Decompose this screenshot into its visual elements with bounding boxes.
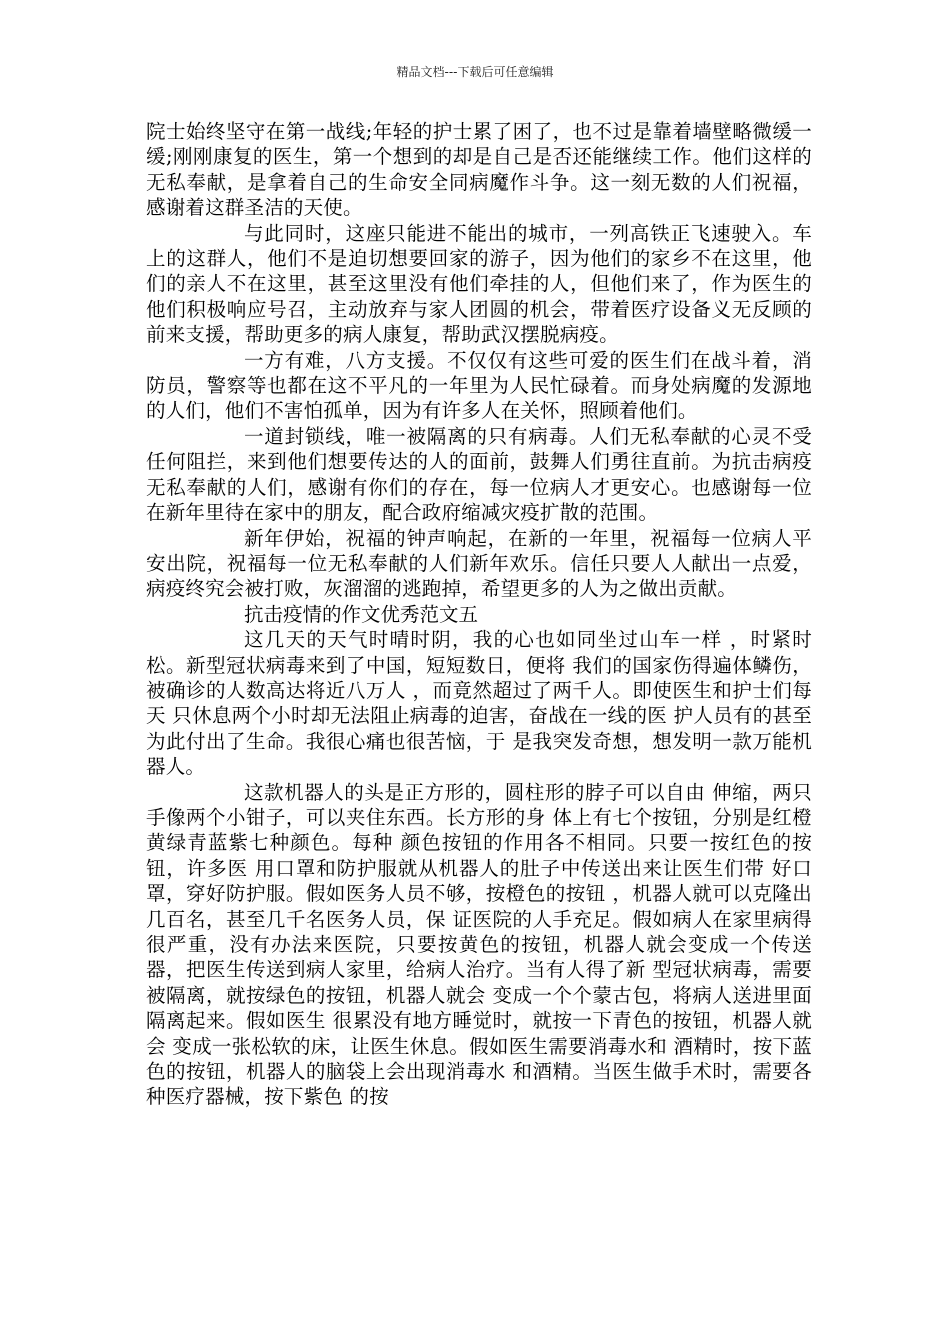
paragraph-1: 院士始终坚守在第一战线;年轻的护士累了困了，也不过是靠着墙壁略微缓一缓;刚刚康复的医生，第一个想到的却是自己是否还能继续工作。他们这样的无私奉献，是拿着自己的生命安全同病魔作斗争。这一刻无数的人们祝福，感谢着这群圣洁的天使。 [146, 120, 812, 220]
paragraph-7: 这款机器人的头是正方形的，圆柱形的脖子可以自由 伸缩，两只手像两个小钳子，可以夹住东西。长方形的身 体上有七个按钮，分别是红橙黄绿青蓝紫七种颜色。每种 颜色按钮的作用各不相同。只要一按红色的按钮，许多医 用口罩和防护服就从机器人的肚子中传送出来让医生们带 好口罩，穿好防护服。假如医务人员不够，按橙色的按钮 ，机器人就可以克隆出几百名，甚至几千名医务人员，保 证医院的人手充足。假如病人在家里病得很严重，没有办法来医院，只要按黄色的按钮，机器人就会变成一个传送 器，把医生传送到病人家里，给病人治疗。当有人得了新 型冠状病毒，需要被隔离，就按绿色的按钮，机器人就会 变成一个个蒙古包，将病人送进里面隔离起来。假如医生 很累没有地方睡觉时，就按一下青色的按钮，机器人就会 变成一张松软的床，让医生休息。假如医生需要消毒水和 酒精时，按下蓝色的按钮，机器人的脑袋上会出现消毒水 和酒精。当医生做手术时，需要各种医疗器械，按下紫色 的按 [146, 780, 812, 1109]
section-title: 抗击疫情的作文优秀范文五 [244, 602, 479, 626]
page-header: 精品文档---下载后可任意编辑 [396, 65, 554, 79]
document-body [146, 119, 812, 1110]
paragraph-2: 与此同时，这座只能进不能出的城市，一列高铁正飞速驶入。车上的这群人，他们不是迫切想要回家的游子，因为他们的家乡不在这里，他们的亲人不在这里，甚至这里没有他们牵挂的人，但他们来了，作为医生的他们积极响应号召，主动放弃与家人团圆的机会，带着医疗设备义无反顾的前来支援，帮助更多的病人康复，帮助武汉摆脱病疫。 [146, 221, 812, 347]
paragraph-3: 一方有难，八方支援。不仅仅有这些可爱的医生们在战斗着，消防员，警察等也都在这不平凡的一年里为人民忙碌着。而身处病魔的发源地的人们，他们不害怕孤单，因为有许多人在关怀，照顾着他们。 [146, 348, 812, 423]
paragraph-4: 一道封锁线，唯一被隔离的只有病毒。人们无私奉献的心灵不受任何阻拦，来到他们想要传达的人的面前，鼓舞人们勇往直前。为抗击病疫无私奉献的人们，感谢有你们的存在，每一位病人才更安心。也感谢每一位在新年里待在家中的朋友，配合政府缩减灾疫扩散的范围。 [146, 424, 812, 525]
paragraph-5: 新年伊始，祝福的钟声响起，在新的一年里，祝福每一位病人平安出院，祝福每一位无私奉献的人们新年欢乐。信任只要人人献出一点爱，病疫终究会被打败，灰溜溜的逃跑掉，希望更多的人为之做出贡献。 [146, 526, 812, 601]
paragraph-6: 这几天的天气时晴时阴，我的心也如同坐过山车一样 ，时紧时松。新型冠状病毒来到了中国，短短数日，便将 我们的国家伤得遍体鳞伤，被确诊的人数高达将近八万人 ，而竟然超过了两千人。即使医生和护士们每天 只休息两个小时却无法阻止病毒的迫害，奋战在一线的医 护人员有的甚至为此付出了生命。我很心痛也很苦恼，于 是我突发奇想，想发明一款万能机器人。 [146, 628, 812, 779]
